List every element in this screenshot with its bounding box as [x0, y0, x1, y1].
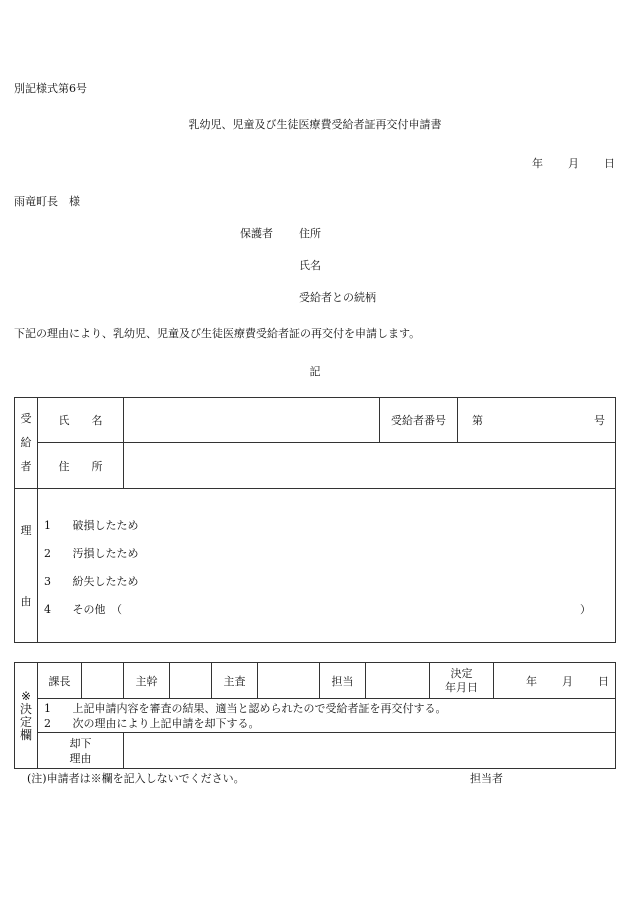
reason-close-paren: ） [580, 603, 591, 616]
role-label: 主査 [212, 663, 258, 699]
recipient-side-label: 受 給 者 [15, 398, 38, 489]
decision-table [14, 662, 616, 769]
date-year-label: 年 [532, 157, 543, 170]
officer-label: 担当者 [470, 772, 503, 785]
role-stamp-cell[interactable] [170, 663, 212, 699]
date-month-label: 月 [568, 157, 579, 170]
recipient-name-label: 氏 名 [38, 398, 124, 443]
reject-reason-label: 却下 理由 [38, 733, 124, 769]
decided-date-field[interactable]: 年 月 日 [494, 663, 616, 699]
recipient-name-field[interactable] [124, 398, 380, 443]
role-label: 課長 [38, 663, 82, 699]
note: (注)申請者は※欄を記入しないでください。 [27, 772, 245, 785]
role-label: 主幹 [124, 663, 170, 699]
guardian-label: 保護者 [240, 227, 273, 240]
form-number: 別記様式第6号 [14, 82, 87, 95]
applicant-name-label: 氏名 [299, 259, 321, 272]
decided-date-label: 決定 年月日 [430, 663, 494, 699]
role-stamp-cell[interactable] [366, 663, 430, 699]
relation-label: 受給者との続柄 [299, 291, 376, 304]
recipient-number-label: 受給者番号 [380, 398, 458, 443]
reason-options [38, 489, 616, 643]
ki-heading: 記 [309, 365, 321, 378]
reason-option[interactable]: 1 破損したため [44, 519, 139, 532]
applicant-address-label: 住所 [299, 227, 321, 240]
recipient-number-field[interactable]: 第 号 [458, 398, 616, 443]
reason-side-label: 理 由 [15, 489, 38, 643]
addressee: 雨竜町長 様 [14, 195, 80, 208]
decision-side-label: ※ 決 定 欄 [15, 663, 38, 769]
role-stamp-cell[interactable] [258, 663, 320, 699]
role-stamp-cell[interactable] [82, 663, 124, 699]
request-sentence: 下記の理由により、乳幼児、児童及び生徒医療費受給者証の再交付を申請します。 [14, 327, 421, 340]
reject-reason-field[interactable] [124, 733, 616, 769]
decision-line: 2 次の理由により上記申請を却下する。 [44, 716, 260, 730]
recipient-address-label: 住 所 [38, 443, 124, 489]
recipient-table [14, 397, 616, 643]
decision-line: 1 上記申請内容を審査の結果、適当と認められたので受給者証を再交付する。 [44, 701, 447, 715]
reason-option[interactable]: 3 紛失したため [44, 575, 139, 588]
reason-option[interactable]: 4 その他 （ [44, 603, 122, 616]
role-label: 担当 [320, 663, 366, 699]
reason-option[interactable]: 2 汚損したため [44, 547, 139, 560]
decision-lines [38, 699, 616, 733]
recipient-address-field[interactable] [124, 443, 616, 489]
page-title: 乳幼児、児童及び生徒医療費受給者証再交付申請書 [188, 118, 442, 131]
date-day-label: 日 [604, 157, 615, 170]
